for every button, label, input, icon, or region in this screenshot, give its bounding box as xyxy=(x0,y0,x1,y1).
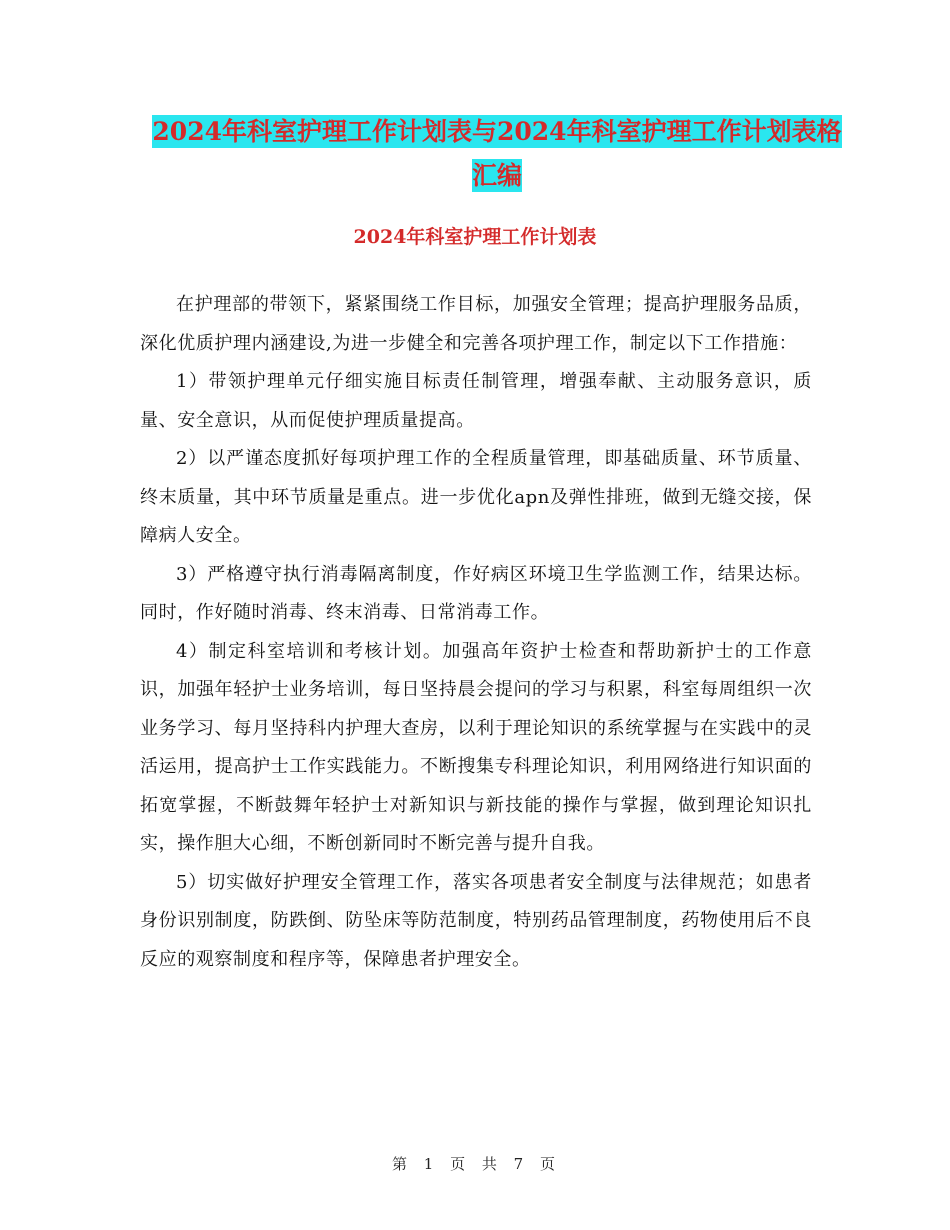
section-title: 2024年科室护理工作计划表 xyxy=(353,226,597,248)
paragraph-item-4: 4）制定科室培训和考核计划。加强高年资护士检查和帮助新护士的工作意识，加强年轻护士业务培训，每日坚持晨会提问的学习与积累，科室每周组织一次业务学习、每月坚持科内护理大查房，以利于理论知识的系统掌握与在实践中的灵活运用，提高护士工作实践能力。不断搜集专科理论知识，利用网络进行知识面的拓宽掌握，不断鼓舞年轻护士对新知识与新技能的操作与掌握，做到理论知识扎实，操作胆大心细，不断创新同时不断完善与提升自我。 xyxy=(140,640,812,854)
document-title xyxy=(140,110,854,198)
paragraph-item-2: 2）以严谨态度抓好每项护理工作的全程质量管理，即基础质量、环节质量、终末质量，其中环节质量是重点。进一步优化apn及弹性排班，做到无缝交接，保障病人安全。 xyxy=(140,448,812,546)
document-title-highlight: 2024年科室护理工作计划表与2024年科室护理工作计划表格汇编 xyxy=(152,117,842,190)
document-body xyxy=(140,286,812,979)
paragraph-item-3: 3）严格遵守执行消毒隔离制度，作好病区环境卫生学监测工作，结果达标。同时，作好随时消毒、终末消毒、日常消毒工作。 xyxy=(140,563,812,623)
paragraph-intro: 在护理部的带领下，紧紧围绕工作目标，加强安全管理；提高护理服务品质，深化优质护理内涵建设,为进一步健全和完善各项护理工作，制定以下工作措施： xyxy=(140,294,812,354)
page-footer: 第 1 页 共 7 页 xyxy=(392,1155,558,1173)
paragraph-item-5: 5）切实做好护理安全管理工作，落实各项患者安全制度与法律规范；如患者身份识别制度，防跌倒、防坠床等防范制度，特别药品管理制度，药物使用后不良反应的观察制度和程序等，保障患者护理安全。 xyxy=(140,871,812,970)
paragraph-item-1: 1）带领护理单元仔细实施目标责任制管理，增强奉献、主动服务意识，质量、安全意识，从而促使护理质量提高。 xyxy=(140,371,812,431)
